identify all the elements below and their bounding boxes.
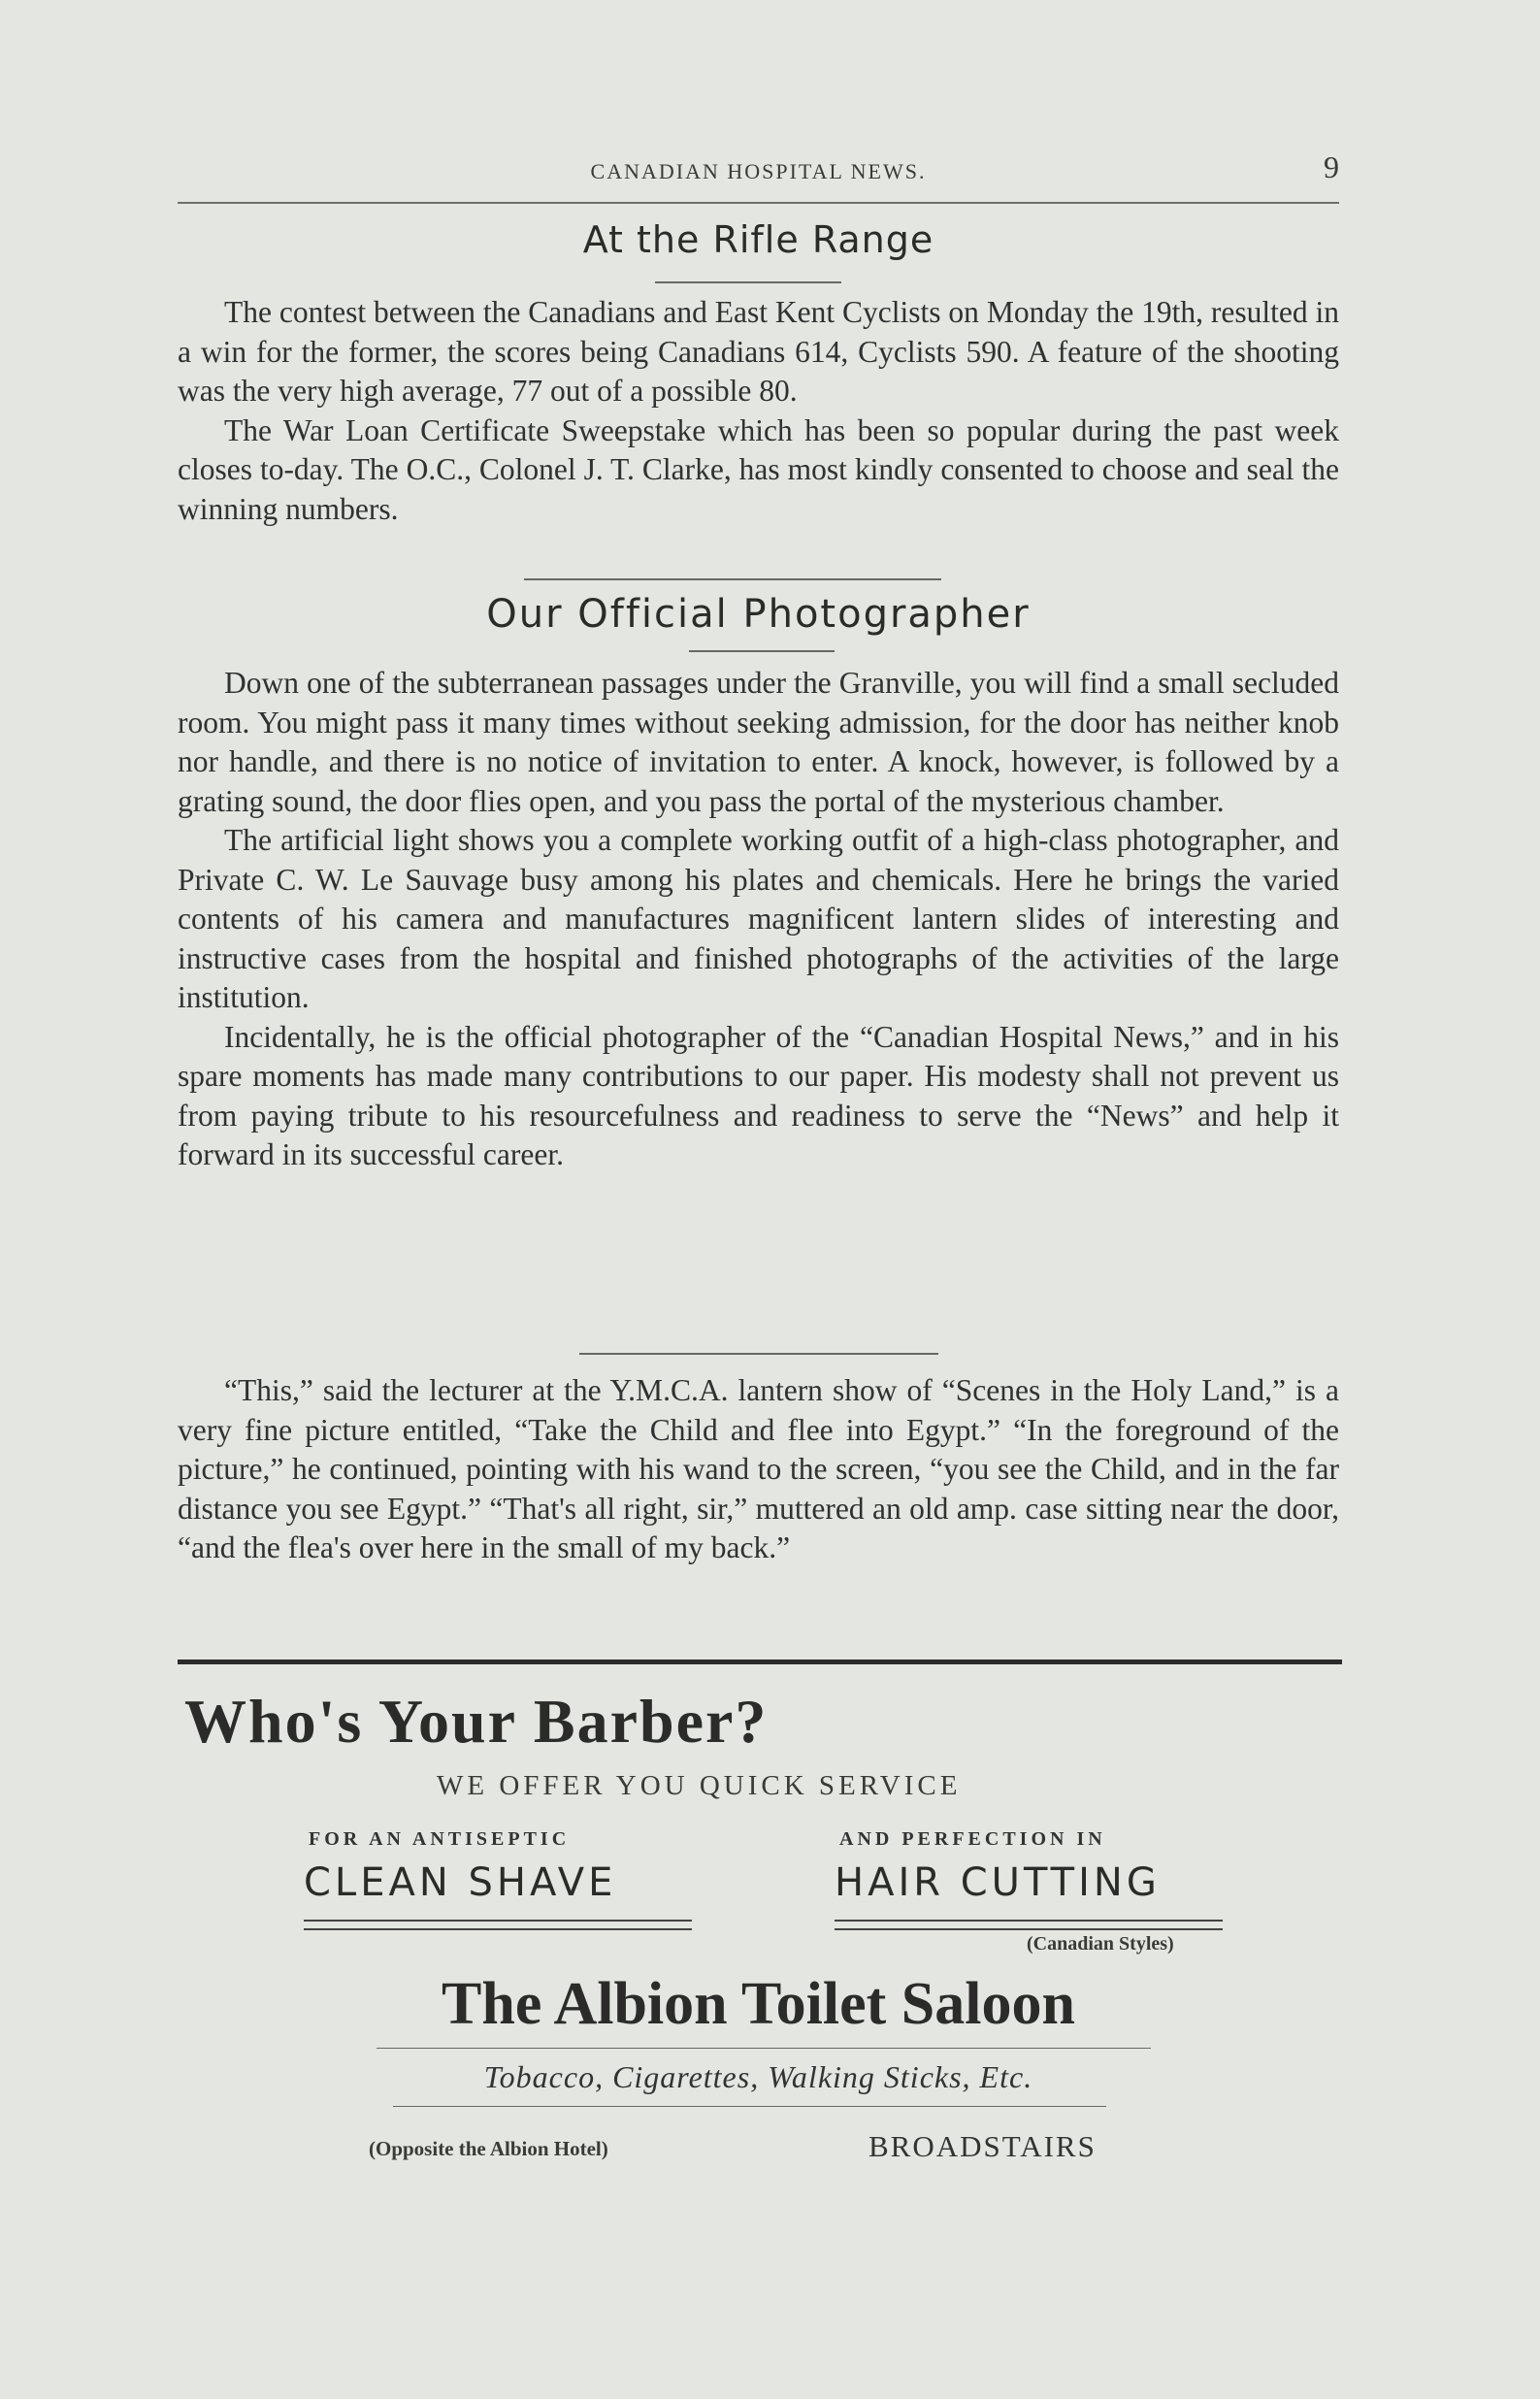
rifle-range-article — [178, 293, 1339, 529]
page-header — [178, 146, 1339, 204]
ad-hair-cutting: HAIR CUTTING — [835, 1860, 1161, 1905]
title-underline — [655, 281, 841, 283]
anecdote — [178, 1371, 1339, 1568]
ad-offer: WE OFFER YOU QUICK SERVICE — [437, 1770, 962, 1801]
rifle-range-title: At the Rifle Range — [582, 218, 934, 261]
anecdote-paragraph: “This,” said the lecturer at the Y.M.C.A. lantern show of “Scenes in the Holy Land,” is a very fine picture entitled, “Take the Child and flee into Egypt.” “In the foreground of the picture,” he continued, pointing with his wand to the screen, “you see the Child, and in the far distance you see Egypt.” “That's all right, sir,” muttered an old amp. case sitting near the door, “and the flea's over here in the small of my back.” — [178, 1373, 1339, 1564]
rifle-range-paragraph-1: The contest between the Canadians and East Kent Cyclists on Monday the 19th, resulted in a win for the former, the scores being Canadians 614, Cyclists 590. A feature of the shooting was the very high average, 77 out of a possible 80. — [178, 295, 1339, 408]
double-underline — [835, 1920, 1223, 1930]
ad-rule — [377, 2048, 1151, 2049]
photographer-title: Our Official Photographer — [486, 592, 1031, 637]
ad-town: BROADSTAIRS — [868, 2129, 1097, 2163]
photographer-paragraph-2: The artificial light shows you a complete working outfit of a high-class photographer, and Private C. W. Le Sauvage busy among his plates and chemicals. Here he brings the varied contents of his camera and manufactures magnificent lantern slides of interesting and instructive cases from the hospital and finished photographs of the activities of the large institution. — [178, 823, 1339, 1014]
photographer-paragraph-3: Incidentally, he is the official photographer of the “Canadian Hospital News,” and in his spare moments has made many contributions to our paper. His modesty shall not prevent us from paying tribute to his resourcefulness and readiness to serve the “News” and help it forward in its successful career. — [178, 1019, 1339, 1171]
ad-rule — [393, 2106, 1106, 2107]
running-title: CANADIAN HOSPITAL NEWS. — [590, 159, 927, 183]
title-underline — [689, 650, 835, 652]
ad-right-small: AND PERFECTION IN — [839, 1828, 1106, 1850]
photographer-article — [178, 664, 1339, 1175]
ad-saloon-name: The Albion Toilet Saloon — [442, 1971, 1075, 2037]
photographer-paragraph-1: Down one of the subterranean passages under the Granville, you will find a small secluded room. You might pass it many times without seeking admission, for the door has neither knob nor handle, and there is no notice of invitation to enter. A knock, however, is followed by a grating sound, the door flies open, and you pass the portal of the mysterious chamber. — [178, 666, 1339, 818]
section-divider — [579, 1353, 938, 1355]
ad-canadian-styles: (Canadian Styles) — [1027, 1933, 1174, 1955]
section-divider — [524, 578, 941, 580]
ad-location: (Opposite the Albion Hotel) — [369, 2137, 608, 2160]
ad-left-small: FOR AN ANTISEPTIC — [309, 1828, 571, 1850]
double-underline — [304, 1920, 692, 1930]
ad-headline: Who's Your Barber? — [184, 1687, 769, 1756]
ad-clean-shave: CLEAN SHAVE — [304, 1860, 617, 1905]
advertisement-border — [178, 1660, 1342, 1664]
rifle-range-paragraph-2: The War Loan Certificate Sweepstake which has been so popular during the past week closes to-day. The O.C., Colonel J. T. Clarke, has most kindly consented to choose and seal the winning numbers. — [178, 412, 1339, 526]
page-number: 9 — [1324, 149, 1339, 184]
ad-goods: Tobacco, Cigarettes, Walking Sticks, Etc. — [483, 2059, 1033, 2094]
